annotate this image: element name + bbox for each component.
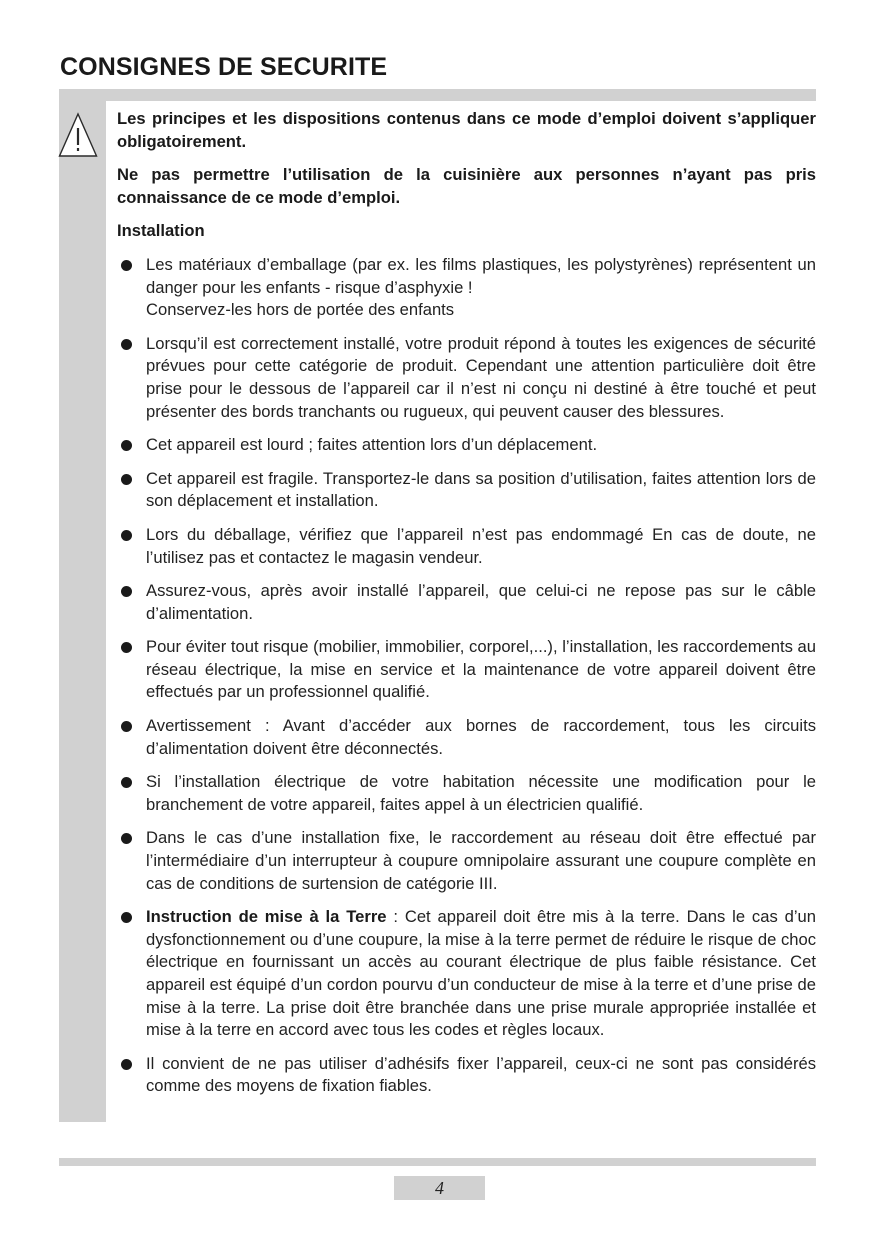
list-item-text: Les matériaux d’emballage (par ex. les films plastiques, les polystyrènes) représentent un danger pour les enfants - risque d’asphyxie !: [146, 254, 816, 297]
warning-triangle-icon: [57, 111, 99, 159]
bullet-icon: [121, 530, 132, 541]
list-item: [117, 254, 816, 322]
list-item-text: Dans le cas d’une installation fixe, le raccordement au réseau doit être effectué par l’intermédiaire d’un interrupteur à coupure omnipolaire assurant une coupure complète en cas de conditions de surtension de catégorie III.: [146, 828, 816, 893]
bullet-icon: [121, 642, 132, 653]
footer-divider: [59, 1158, 816, 1166]
bullet-icon: [121, 1059, 132, 1070]
safety-list: [117, 254, 816, 1098]
intro-paragraph: Ne pas permettre l’utilisation de la cuisinière aux personnes n’ayant pas pris connaissance de ce mode d’emploi.: [117, 165, 816, 207]
list-item-bold-label: Instruction de mise à la Terre: [146, 907, 387, 927]
list-item-text: Lors du déballage, vérifiez que l’appareil n’est pas endommagé En cas de doute, ne l’utilisez pas et contactez le magasin vendeur.: [146, 524, 816, 567]
bullet-icon: [121, 474, 132, 485]
list-item-text: Cet appareil est lourd ; faites attention lors d’un déplacement.: [146, 435, 598, 455]
list-item: [117, 827, 816, 895]
bullet-icon: [121, 912, 132, 923]
list-item-text: Cet appareil est fragile. Transportez-le dans sa position d’utilisation, faites attention lors de son déplacement et installation.: [146, 468, 816, 511]
list-item-text: Conservez-les hors de portée des enfants: [146, 300, 455, 320]
list-item-text: Si l’installation électrique de votre habitation nécessite une modification pour le branchement de votre appareil, faites appel à un électricien qualifié.: [146, 772, 816, 814]
bullet-icon: [121, 260, 132, 271]
safety-content: [117, 108, 816, 1109]
list-item-text: Pour éviter tout risque (mobilier, immobilier, corporel,...), l’installation, les raccordements au réseau électrique, la mise en service et la maintenance de votre appareil doivent être effectués par un professionnel qualifié.: [146, 637, 816, 702]
list-item: [117, 524, 816, 569]
bullet-icon: [121, 339, 132, 350]
list-item: [117, 1053, 816, 1098]
intro-paragraph: Les principes et les dispositions contenus dans ce mode d’emploi doivent s’appliquer obligatoirement.: [117, 109, 816, 151]
list-item-text: Avertissement : Avant d’accéder aux bornes de raccordement, tous les circuits d’alimentation doivent être déconnectés.: [146, 716, 816, 758]
list-item: [117, 580, 816, 625]
bullet-icon: [121, 721, 132, 732]
header-divider: [59, 89, 816, 101]
list-item: [117, 434, 816, 457]
bullet-icon: [121, 777, 132, 788]
list-item-text: Il convient de ne pas utiliser d’adhésifs fixer l’appareil, ceux-ci ne sont pas considérés comme des moyens de fixation fiables.: [146, 1053, 816, 1096]
list-item: [117, 906, 816, 1042]
list-item: [117, 771, 816, 816]
page-number: 4: [394, 1176, 485, 1200]
list-item-text: : Cet appareil doit être mis à la terre. Dans le cas d’un dysfonctionnement ou d’une coupure, la mise à la terre permet de réduire le risque de choc électrique en fournissant un accès au courant électrique de plus faible résistance. Cet appareil est équipé d’un cordon pourvu d’un conducteur de mise à la terre et d’une prise de mise à la terre. La prise doit être branchée dans une prise murale appropriée installée et mise à la terre en accord avec tous les codes et règles locaux.: [146, 907, 816, 1040]
section-heading: Installation: [117, 221, 205, 241]
list-item: [117, 468, 816, 513]
warning-sidebar: [59, 101, 106, 1122]
page-title: CONSIGNES DE SECURITE: [60, 53, 388, 81]
list-item: [117, 715, 816, 760]
list-item: [117, 333, 816, 423]
bullet-icon: [121, 586, 132, 597]
list-item-text: Lorsqu’il est correctement installé, votre produit répond à toutes les exigences de sécurité prévues pour cette catégorie de produit. Cependant une attention particulière doit être prise pour le dessous de l’appareil car il n’est ni conçu ni destiné à être touché et peut présenter des bords tranchants ou rugueux, qui peuvent causer des blessures.: [146, 333, 816, 421]
bullet-icon: [121, 833, 132, 844]
bullet-icon: [121, 440, 132, 451]
list-item-text: Assurez-vous, après avoir installé l’appareil, que celui-ci ne repose pas sur le câble d’alimentation.: [146, 581, 816, 623]
list-item: [117, 636, 816, 704]
